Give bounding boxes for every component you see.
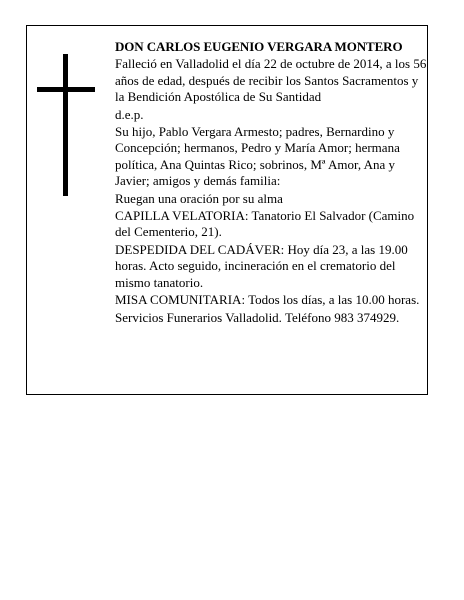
obituary-text xyxy=(115,39,427,327)
cross-horizontal-bar xyxy=(37,87,95,92)
cross-vertical-bar xyxy=(63,54,68,196)
family-list: Su hijo, Pablo Vergara Armesto; padres, Bernardino y Concepción; hermanos, Pedro y María Amor; hermana política, Ana Quintas Rico; sobrinos, Mª Amor, Ana y Javier; amigos y demás familia: xyxy=(115,124,400,189)
death-announcement: Falleció en Valladolid el día 22 de octubre de 2014, a los 56 años de edad, después de recibir los Santos Sacramentos y la Bendición Apostólica de Su Santidad xyxy=(115,56,427,105)
funeral-services-contact: Servicios Funerarios Valladolid. Teléfono 983 374929. xyxy=(115,309,400,325)
deceased-name: DON CARLOS EUGENIO VERGARA MONTERO xyxy=(115,39,403,54)
farewell-info: DESPEDIDA DEL CADÁVER: Hoy día 23, a las 19.00 horas. Acto seguido, incineración en el crematorio del mismo tanatorio. xyxy=(115,241,408,290)
rest-in-peace: d.e.p. xyxy=(115,106,144,122)
obituary-notice xyxy=(26,25,428,395)
chapel-info: CAPILLA VELATORIA: Tanatorio El Salvador (Camino del Cementerio, 21). xyxy=(115,208,415,240)
mass-info: MISA COMUNITARIA: Todos los días, a las 10.00 horas. xyxy=(115,292,420,308)
prayer-request: Ruegan una oración por su alma xyxy=(115,190,283,206)
cross-icon xyxy=(37,54,95,196)
